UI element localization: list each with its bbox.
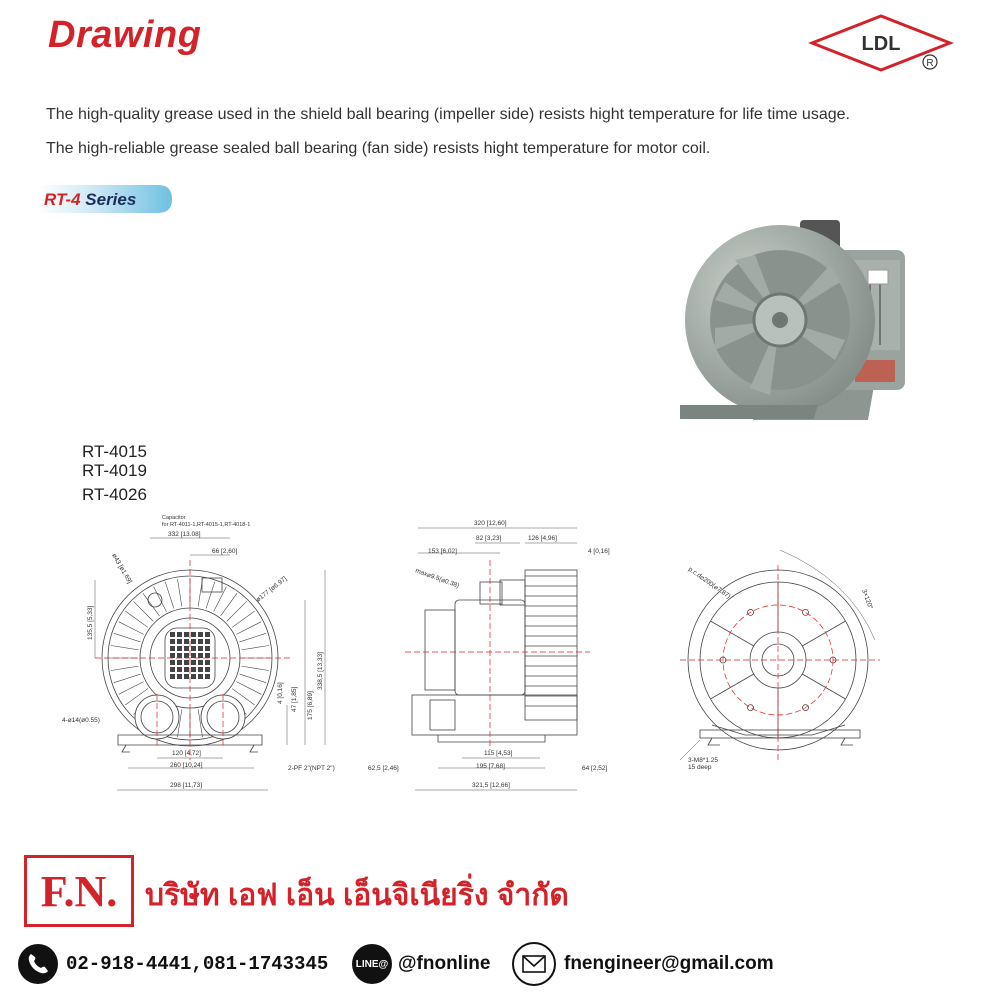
vent-cell [205, 660, 210, 665]
rear-spoke [802, 674, 845, 699]
fin-line [232, 611, 255, 627]
bolt-hole [803, 609, 809, 615]
vent-cell [191, 646, 196, 651]
vent-cell [205, 667, 210, 672]
description-line-2: The high-reliable grease sealed ball bearing (fan side) resists hight temperature for motor coil. [46, 140, 711, 157]
fin-line [214, 587, 227, 612]
fin-line [241, 645, 269, 649]
vent-cell [198, 639, 203, 644]
bolt-hole [748, 705, 754, 711]
fin-line [239, 633, 266, 642]
vent-cell [191, 653, 196, 658]
blower-photo [680, 210, 920, 460]
dim-front-135: 135,5 [5,33] [87, 605, 94, 640]
dim-front-338: 338,5 [13,33] [317, 652, 324, 690]
vent-cell [170, 660, 175, 665]
model-label-1: RT-4015 [82, 442, 147, 461]
dim-rear-deep: 15 deep [688, 764, 712, 771]
dim-front-47: 47 [1,85] [291, 686, 298, 712]
vent-cell [198, 667, 203, 672]
vent-cell [170, 632, 175, 637]
vent-cell [198, 632, 203, 637]
page-title: Drawing [48, 14, 202, 56]
dim-side-153: 153 [6,02] [428, 548, 457, 555]
vent-cell [170, 667, 175, 672]
fin-line [165, 582, 174, 609]
dim-side-126: 126 [4,96] [528, 535, 557, 542]
vent-cell [205, 646, 210, 651]
fin-line [143, 593, 159, 616]
fn-badge [24, 855, 134, 927]
vent-cell [184, 639, 189, 644]
vent-cell [177, 653, 182, 658]
rear-spoke [802, 621, 845, 646]
fin-line [125, 611, 148, 627]
vent-cell [177, 646, 182, 651]
series-prefix: RT-4 [44, 190, 81, 209]
vent-cell [177, 667, 182, 672]
vent-cell [198, 653, 203, 658]
dim-front-4: 4 [0,16] [277, 682, 284, 704]
rear-spoke [710, 621, 753, 646]
fin-line [114, 674, 141, 683]
fin-line [236, 622, 261, 635]
vent-cell [191, 667, 196, 672]
dim-front-d177: ø177 [ø6.97] [254, 575, 289, 604]
fin-line [111, 645, 139, 649]
dim-side-62: 62,5 [2,46] [368, 765, 399, 772]
description-line-1: The high-quality grease used in the shield ball bearing (impeller side) resists hight temperature for life time usage. [46, 106, 850, 123]
dim-front-175: 175 [6,89] [307, 691, 314, 720]
fin-line [119, 622, 144, 635]
dim-rear-angle: 3×120° [860, 588, 874, 611]
vent-cell [184, 646, 189, 651]
dim-capacitor-1: Capacitor [162, 515, 186, 521]
company-name: บริษัท เอฟ เอ็น เอ็นจิเนียริ่ง จำกัด [145, 879, 569, 912]
line-badge-text: LINE@ [355, 958, 389, 970]
vent-cell [198, 646, 203, 651]
vent-cell [177, 639, 182, 644]
vent-cell [170, 646, 175, 651]
model-label-2: RT-4019 [82, 461, 147, 480]
fin-line [206, 582, 215, 609]
fin-line [154, 587, 167, 612]
dim-front-260: 260 [10,24] [170, 762, 203, 769]
vent-cell [191, 674, 196, 679]
side-view [412, 570, 577, 742]
vent-cell [170, 639, 175, 644]
vent-cell [205, 674, 210, 679]
dim-front-298: 298 [11,73] [170, 782, 203, 789]
dim-side-64: 64 [2,52] [582, 765, 608, 772]
line-id[interactable]: @fnonline [398, 953, 491, 974]
vent-cell [177, 632, 182, 637]
line-icon [352, 944, 392, 984]
dim-capacitor-2: for RT-4011-1,RT-4015-1,RT-4018-1 [162, 522, 251, 528]
fin-line [114, 633, 141, 642]
dim-front-120: 120 [4,72] [172, 750, 201, 757]
dim-front-holes: 4-ø14(ø0.55) [62, 717, 100, 724]
vent-cell [184, 674, 189, 679]
fin-line [227, 601, 247, 621]
fin-line [239, 674, 266, 683]
fn-badge-text: F.N. [40, 866, 118, 916]
vent-cell [184, 660, 189, 665]
phone-number[interactable]: 02-918-4441,081-1743345 [66, 953, 329, 975]
svg-text:RT-4 Series [44, 190, 136, 209]
vent-cell [191, 660, 196, 665]
fin-line [236, 682, 261, 695]
fin-line [133, 601, 153, 621]
vent-cell [191, 639, 196, 644]
ldl-logo [808, 12, 954, 74]
mail-icon [512, 942, 556, 986]
vent-cell [205, 639, 210, 644]
logo-text: LDL [861, 33, 901, 55]
vent-cell [177, 674, 182, 679]
dim-front-66: 66 [2,60] [212, 548, 238, 555]
fin-line [177, 579, 181, 607]
dim-side-max: max⌀9.5(⌀0.38) [414, 567, 461, 590]
fin-line [111, 666, 139, 670]
rear-spoke [710, 674, 753, 699]
dim-side-4: 4 [0,16] [588, 548, 610, 555]
dim-rear-pcd: p.c.d⌀200(⌀7.87) [686, 565, 732, 601]
fin-line [241, 666, 269, 670]
vent-cell [198, 674, 203, 679]
technical-drawing [0, 500, 1000, 810]
logo-mark: R [926, 58, 934, 69]
series-badge [38, 185, 172, 213]
vent-cell [184, 667, 189, 672]
vent-cell [177, 660, 182, 665]
model-label-3: RT-4026 [82, 485, 147, 504]
dim-front-332: 332 [13.08] [168, 531, 201, 538]
dim-front-pf: 2-PF 2"(NPT 2") [288, 765, 335, 772]
phone-icon [18, 944, 58, 984]
vent-cell [198, 660, 203, 665]
vent-cell [205, 653, 210, 658]
vent-cell [170, 653, 175, 658]
dim-side-321: 321,5 [12,66] [472, 782, 510, 789]
vent-cell [184, 653, 189, 658]
dim-side-195: 195 [7,68] [476, 763, 505, 770]
dim-side-320: 320 [12,60] [474, 520, 507, 527]
series-suffix: Series [80, 190, 137, 209]
fin-line [119, 682, 144, 695]
dim-side-115: 115 [4,53] [484, 750, 513, 757]
vent-cell [184, 632, 189, 637]
dim-side-82: 82 [3,23] [476, 535, 502, 542]
vent-cell [191, 632, 196, 637]
vent-cell [170, 674, 175, 679]
email-address[interactable]: fnengineer@gmail.com [564, 953, 774, 974]
dim-rear-m8: 3-M8*1.25 [688, 757, 718, 764]
dim-front-d43: ø43 [ø1.69] [110, 552, 133, 585]
fin-line [221, 593, 237, 616]
vent-cell [205, 632, 210, 637]
